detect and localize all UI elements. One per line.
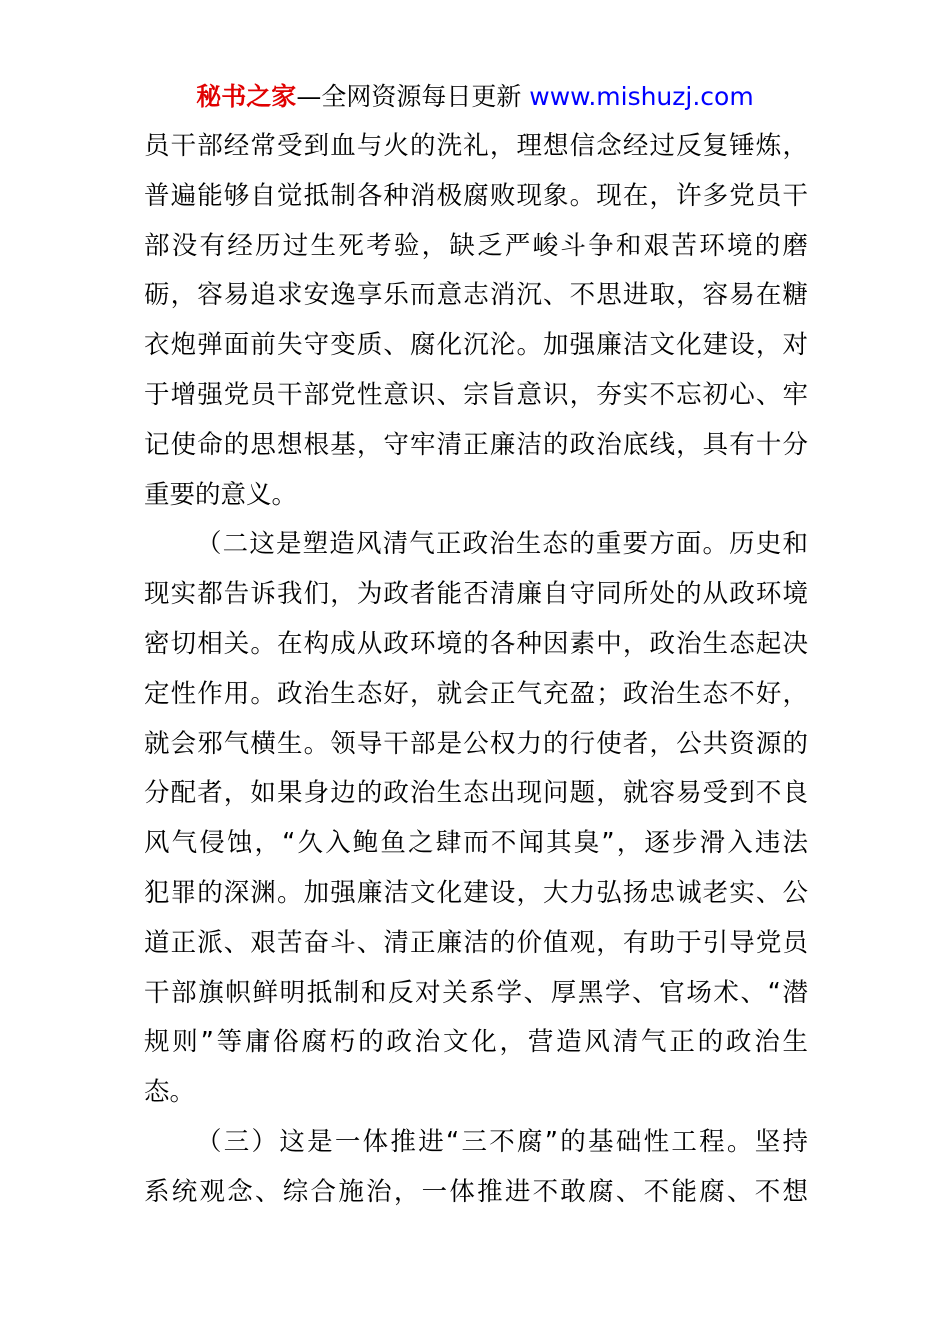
paragraph [144, 1118, 808, 1218]
text-line: 风气侵蚀，“久入鲍鱼之肆而不闻其臭”，逐步滑入违法 [144, 828, 808, 859]
text-line: 干部旗帜鲜明抵制和反对关系学、厚黑学、官场术、“潜 [144, 977, 808, 1008]
text-line: 系统观念、综合施治，一体推进不敢腐、不能腐、不想 [144, 1176, 808, 1207]
document-body [144, 122, 808, 1218]
text-line: 员干部经常受到血与火的洗礼，理想信念经过反复锤炼， [144, 131, 808, 161]
text-line: 就会邪气横生。领导干部是公权力的行使者，公共资源的 [144, 728, 808, 759]
site-url-link[interactable]: www.mishuzj.com [521, 82, 754, 111]
text-line: 密切相关。在构成从政环境的各种因素中，政治生态起决 [144, 628, 808, 659]
text-line: 定性作用。政治生态好，就会正气充盈；政治生态不好， [144, 678, 808, 709]
text-line: 规则”等庸俗腐朽的政治文化，营造风清气正的政治生 [144, 1027, 808, 1058]
text-line: 砺，容易追求安逸享乐而意志消沉、不思进取，容易在糖 [144, 280, 808, 311]
text-line: 道正派、艰苦奋斗、清正廉洁的价值观，有助于引导党员 [144, 927, 808, 958]
site-brand-name: 秘书之家 [196, 82, 297, 111]
text-line: 部没有经历过生死考验，缺乏严峻斗争和艰苦环境的磨 [144, 230, 808, 261]
text-line: 态。 [144, 1077, 196, 1108]
text-line: 现实都告诉我们，为政者能否清廉自守同所处的从政环境 [144, 579, 808, 610]
text-line: 犯罪的深渊。加强廉洁文化建设，大力弘扬忠诚老实、公 [144, 877, 808, 908]
text-line: 分配者，如果身边的政治生态出现问题，就容易受到不良 [144, 778, 808, 809]
text-line: 重要的意义。 [144, 479, 298, 510]
paragraph [144, 520, 808, 1118]
text-line: 记使命的思想根基，守牢清正廉洁的政治底线，具有十分 [144, 429, 808, 460]
text-line: 于增强党员干部党性意识、宗旨意识，夯实不忘初心、牢 [144, 379, 808, 410]
site-header-banner [0, 80, 950, 114]
text-line: （三）这是一体推进“三不腐”的基础性工程。坚持 [196, 1126, 808, 1157]
text-line: 衣炮弹面前失守变质、腐化沉沦。加强廉洁文化建设，对 [144, 330, 808, 361]
text-line: 普遍能够自觉抵制各种消极腐败现象。现在，许多党员干 [144, 180, 808, 211]
text-line: （二这是塑造风清气正政治生态的重要方面。历史和 [196, 529, 808, 560]
paragraph [144, 122, 808, 520]
site-tagline: —全网资源每日更新 [296, 82, 522, 111]
